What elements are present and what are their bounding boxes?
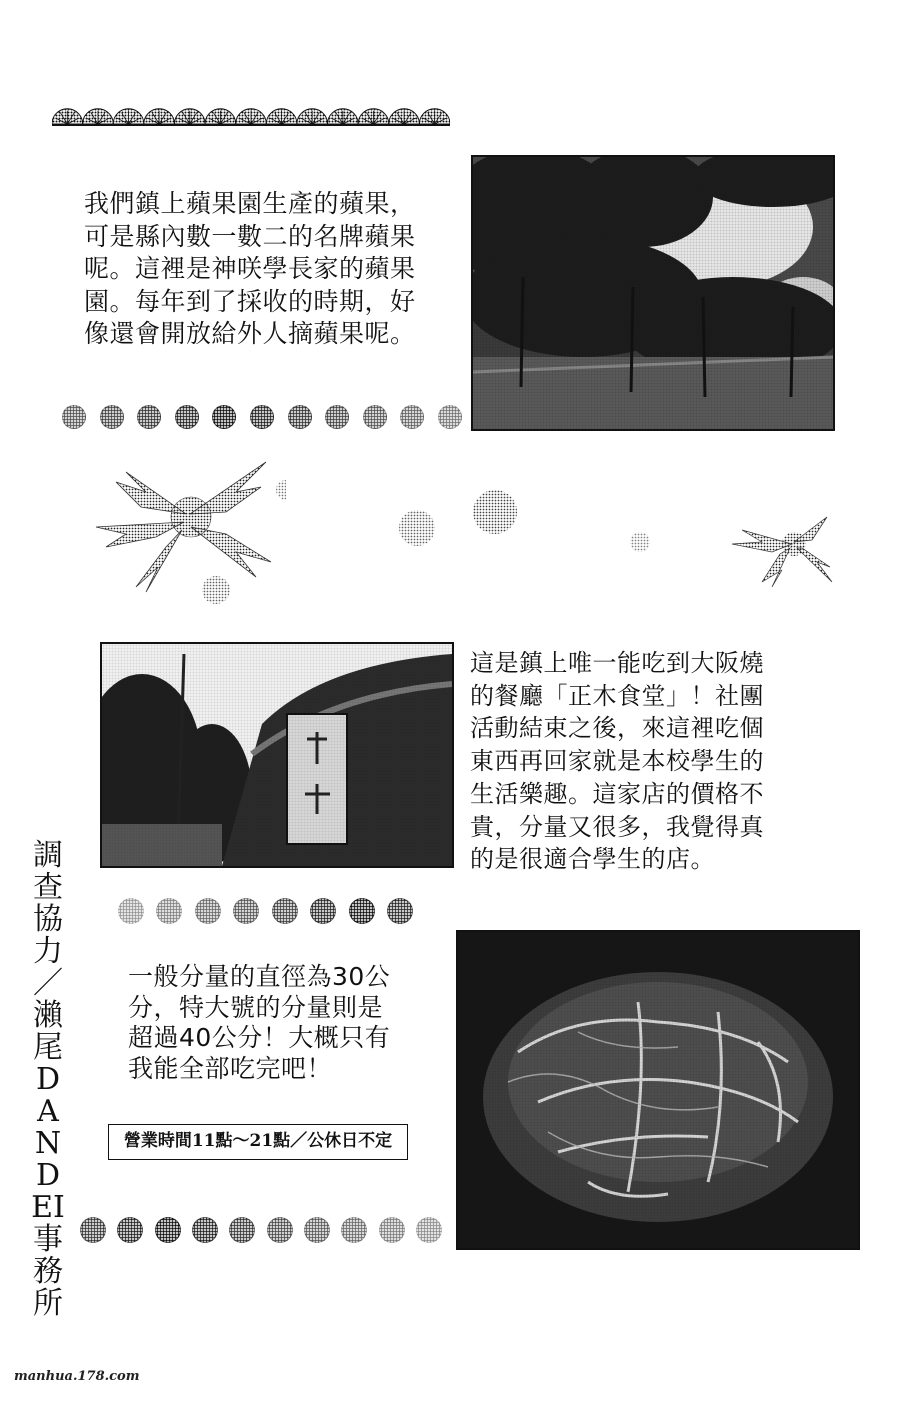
halftone-dot bbox=[379, 1217, 405, 1243]
halftone-dot bbox=[288, 405, 312, 429]
halftone-dot bbox=[304, 1217, 330, 1243]
halftone-dot bbox=[62, 405, 86, 429]
dot-row-decoration bbox=[118, 896, 413, 926]
halftone-dot bbox=[438, 405, 462, 429]
halftone-dot bbox=[229, 1217, 255, 1243]
halftone-dot bbox=[156, 898, 182, 924]
halftone-dot bbox=[416, 1217, 442, 1243]
halftone-dot bbox=[117, 1217, 143, 1243]
flower-decoration-left bbox=[86, 452, 286, 612]
site-watermark: manhua.178.com bbox=[14, 1369, 140, 1384]
halftone-dot bbox=[155, 1217, 181, 1243]
halftone-dot bbox=[349, 898, 375, 924]
halftone-dot bbox=[100, 405, 124, 429]
dot-row-decoration bbox=[80, 1215, 442, 1245]
halftone-dot bbox=[192, 1217, 218, 1243]
restaurant-photo bbox=[100, 642, 454, 868]
halftone-dot bbox=[272, 898, 298, 924]
okonomiyaki-photo bbox=[456, 930, 860, 1250]
halftone-dot bbox=[400, 405, 424, 429]
business-hours-box: 營業時間11點～21點／公休日不定 bbox=[108, 1124, 408, 1160]
dot-row-decoration bbox=[62, 403, 462, 431]
halftone-dot bbox=[310, 898, 336, 924]
apple-orchard-text: 我們鎮上蘋果園生產的蘋果， 可是縣內數一數二的名牌蘋果 呢。這裡是神咲學長家的蘋果 園。每年到了採收的時期，好 像還會開放給外人摘蘋果呢。 bbox=[84, 189, 416, 348]
halftone-dot bbox=[118, 898, 144, 924]
halftone-dot bbox=[80, 1217, 106, 1243]
halftone-dot bbox=[341, 1217, 367, 1243]
halftone-dot bbox=[137, 405, 161, 429]
halftone-dot bbox=[233, 898, 259, 924]
halftone-dot bbox=[195, 898, 221, 924]
lace-border-decoration bbox=[52, 96, 450, 132]
apple-orchard-photo bbox=[471, 155, 835, 431]
okonomiyaki-text: 一般分量的直徑為30公 分，特大號的分量則是 超過40公分！大概只有 我能全部吃完吧！ bbox=[128, 962, 391, 1083]
halftone-dot bbox=[387, 898, 413, 924]
flower-decoration-right bbox=[622, 512, 834, 602]
restaurant-text: 這是鎮上唯一能吃到大阪燒 的餐廳「正木食堂」！社團 活動結束之後，來這裡吃個 東西再回家就是本校學生的 生活樂趣。這家店的價格不 貴，分量又很多，我覺得真 的是很適合學生的店。 bbox=[470, 649, 764, 874]
halftone-dot bbox=[325, 405, 349, 429]
research-credit: 調查協力／瀨尾DANDEI事務所 bbox=[31, 838, 65, 1321]
halftone-dot bbox=[175, 405, 199, 429]
sparkle-decoration bbox=[395, 490, 535, 560]
halftone-dot bbox=[250, 405, 274, 429]
halftone-dot bbox=[363, 405, 387, 429]
halftone-dot bbox=[212, 405, 236, 429]
halftone-dot bbox=[267, 1217, 293, 1243]
